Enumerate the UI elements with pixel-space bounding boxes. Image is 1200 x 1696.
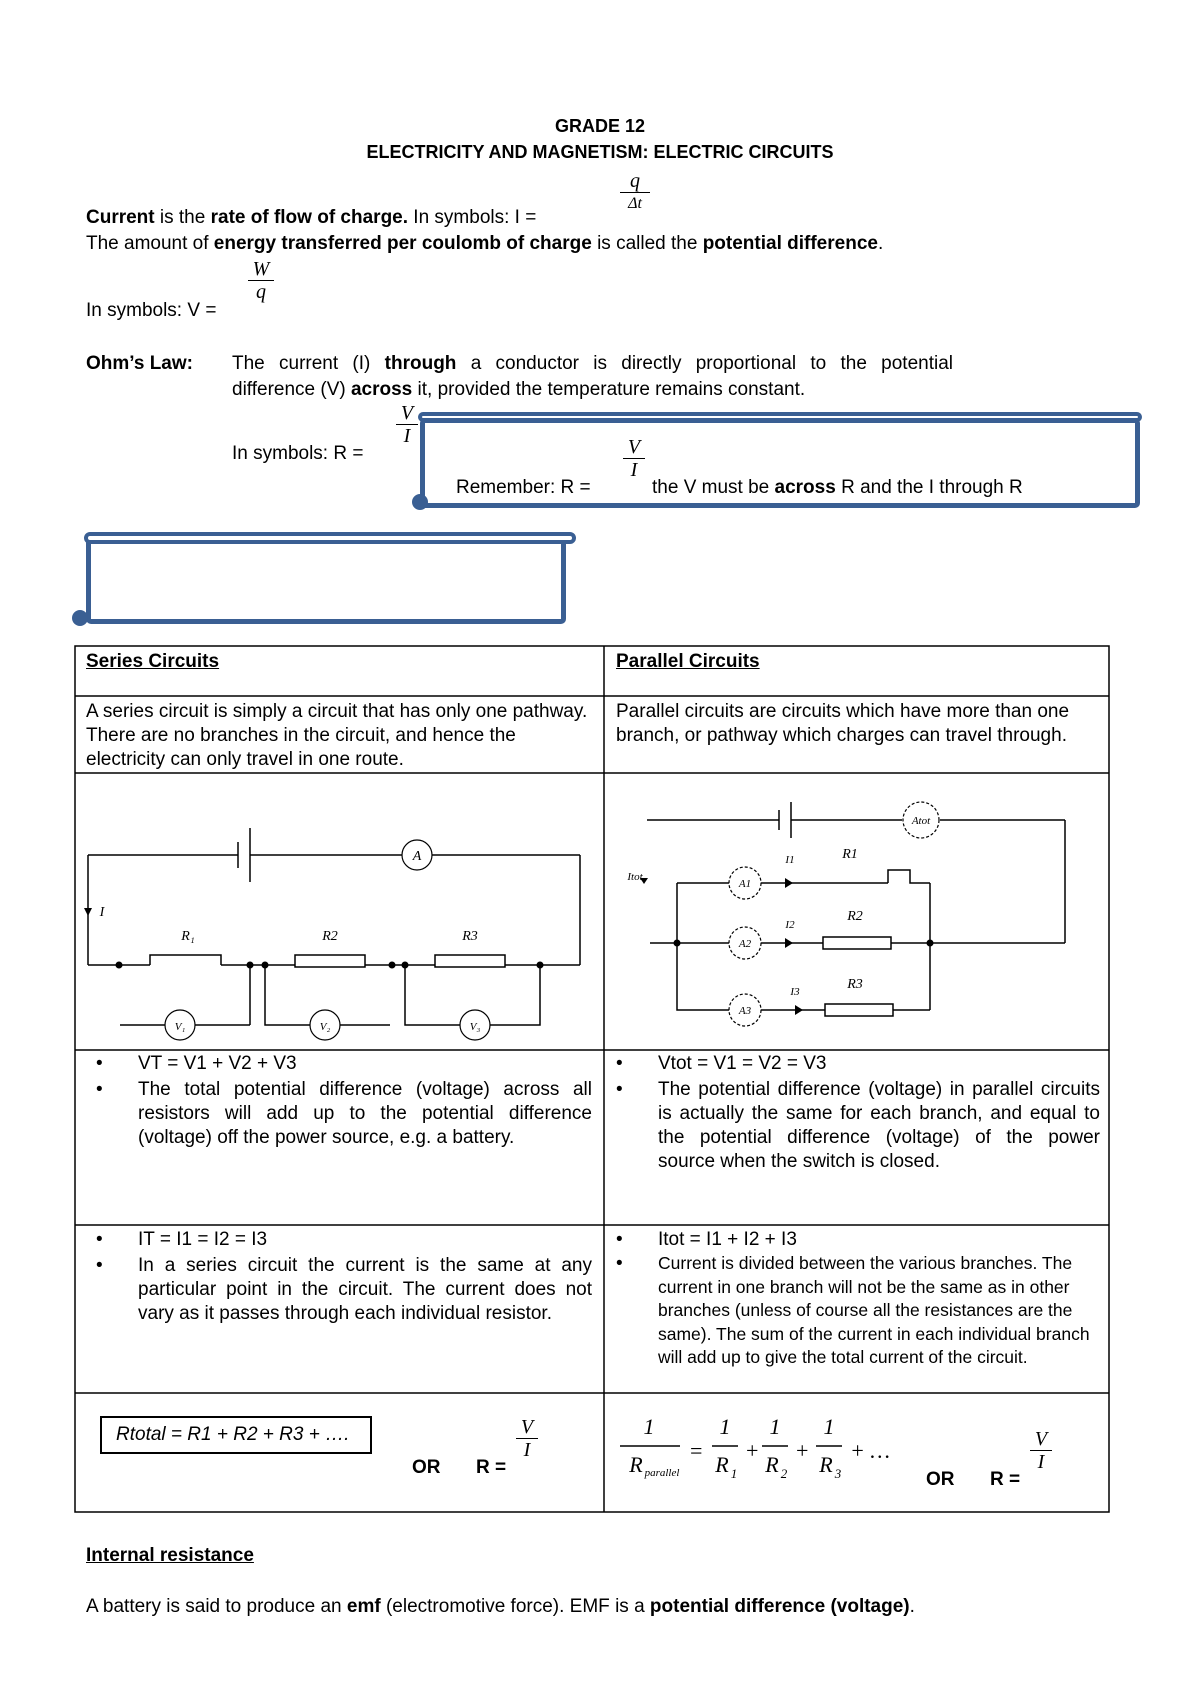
series-description: A series circuit is simply a circuit that has only one pathway. There are no branches in the circuit, and hence the electricity can only travel in one route. (86, 701, 588, 770)
ohms-law-fraction: V I (396, 402, 418, 447)
pd-definition: The amount of energy transferred per coulomb of charge is called the potential difference. (86, 233, 884, 254)
series-total-resistance-formula: Rtotal = R1 + R2 + R3 + …. (100, 1416, 372, 1454)
ohms-law-text1: The current (I) through a conductor is directly proportional to the potential (232, 353, 953, 374)
ohms-law-label: Ohm’s Law: (86, 353, 193, 374)
remember-text-b: the V must be across R and the I through R (652, 477, 1023, 498)
parallel-voltage-equation: Vtot = V1 = V2 = V3 (658, 1053, 827, 1074)
parallel-r2-label: R2 (847, 909, 863, 924)
svg-text:1: 1 (730, 1466, 738, 1481)
series-voltage-equation: VT = V1 + V2 + V3 (138, 1053, 297, 1074)
series-ammeter-label: A (412, 849, 422, 864)
remember-text-a: Remember: R = (456, 477, 591, 498)
parallel-title: Parallel Circuits (616, 651, 760, 672)
series-v1-label: V₁ (174, 1021, 186, 1033)
parallel-r3-label: R3 (847, 977, 863, 992)
series-r1-label: R₁ (181, 929, 195, 944)
parallel-description: Parallel circuits are circuits which have more than one branch, or pathway which charges can travel through. (616, 701, 1070, 746)
parallel-voltage-description: The potential difference (voltage) in parallel circuits is actually the same for each branch, and equal to the potential difference (voltage) of the power source when the switch is closed. (658, 1079, 1100, 1172)
svg-text:=: = (688, 1438, 704, 1463)
parallel-circuit-diagram (610, 780, 1105, 1045)
parallel-r-fraction: V I (1030, 1428, 1052, 1473)
parallel-atot-label: Atot (911, 815, 931, 827)
parallel-current-equation: Itot = I1 + I2 + I3 (658, 1229, 797, 1250)
parallel-a1-label: A1 (738, 878, 752, 890)
parallel-r1-label: R1 (842, 847, 858, 862)
svg-text:2: 2 (780, 1466, 788, 1481)
ohms-law-symbols: In symbols: R = (232, 443, 364, 464)
parallel-current-description: Current is divided between the various branches. The current in one branch will not be the same as in other branches (unless of course all the resistances are the same). The sum of the current in each individual branch will add up to give the total current of the circuit. (658, 1253, 1090, 1367)
svg-text:R: R (715, 1452, 729, 1477)
current-fraction: q Δt (620, 170, 650, 215)
series-title: Series Circuits (86, 651, 220, 672)
svg-text:+ …: + … (850, 1438, 890, 1463)
series-voltage-description: The total potential difference (voltage) across all resistors will add up to the potential difference (voltage) off the power source, e.g. a battery. (138, 1079, 592, 1148)
internal-resistance-heading: Internal resistance (86, 1545, 254, 1566)
svg-text:1: 1 (823, 1414, 835, 1439)
svg-text:parallel: parallel (644, 1467, 680, 1479)
series-r-fraction: V I (516, 1416, 538, 1461)
series-v2-label: V₂ (319, 1021, 331, 1033)
parallel-total-resistance-formula (612, 1406, 912, 1484)
svg-text:+: + (794, 1438, 810, 1463)
internal-resistance-text: A battery is said to produce an emf (electromotive force). EMF is a potential difference (voltage). (86, 1596, 915, 1617)
parallel-a2-label: A2 (738, 938, 752, 950)
current-definition: Current is the rate of flow of charge. In symbols: I = (86, 207, 537, 228)
parallel-r-equals: R = (990, 1469, 1021, 1490)
series-or: OR (412, 1457, 441, 1478)
parallel-i1-label: I1 (785, 854, 795, 866)
series-current-label: I (99, 905, 105, 920)
ohms-law-text2: difference (V) across it, provided the temperature remains constant. (232, 379, 806, 400)
pd-fraction: W q (248, 258, 274, 303)
parallel-itot-label: Itot (627, 871, 643, 883)
series-r-equals: R = (476, 1457, 507, 1478)
svg-text:R: R (765, 1452, 779, 1477)
series-r2-label: R2 (322, 929, 338, 944)
series-r3-label: R3 (462, 929, 478, 944)
remember-fraction: V I (623, 436, 645, 481)
svg-text:R: R (629, 1452, 643, 1477)
series-current-description: In a series circuit the current is the same at any particular point in the circuit. The current does not vary as it passes through each individual resistor. (138, 1255, 592, 1324)
parallel-or: OR (926, 1469, 955, 1490)
series-current-equation: IT = I1 = I2 = I3 (138, 1229, 268, 1250)
series-circuit-diagram (80, 780, 600, 1045)
svg-text:1: 1 (719, 1414, 731, 1439)
svg-text:1: 1 (643, 1414, 655, 1439)
series-v3-label: V₃ (469, 1021, 481, 1033)
parallel-i2-label: I2 (785, 919, 795, 931)
topic-heading: ELECTRICITY AND MAGNETISM: ELECTRIC CIRCUITS (366, 142, 834, 162)
grade-heading: GRADE 12 (554, 116, 646, 136)
svg-text:R: R (819, 1452, 833, 1477)
svg-text:1: 1 (769, 1414, 781, 1439)
parallel-a3-label: A3 (738, 1005, 752, 1017)
svg-text:+: + (744, 1438, 760, 1463)
svg-text:3: 3 (834, 1466, 842, 1481)
pd-symbols: In symbols: V = (86, 300, 217, 321)
parallel-i3-label: I3 (790, 986, 800, 998)
